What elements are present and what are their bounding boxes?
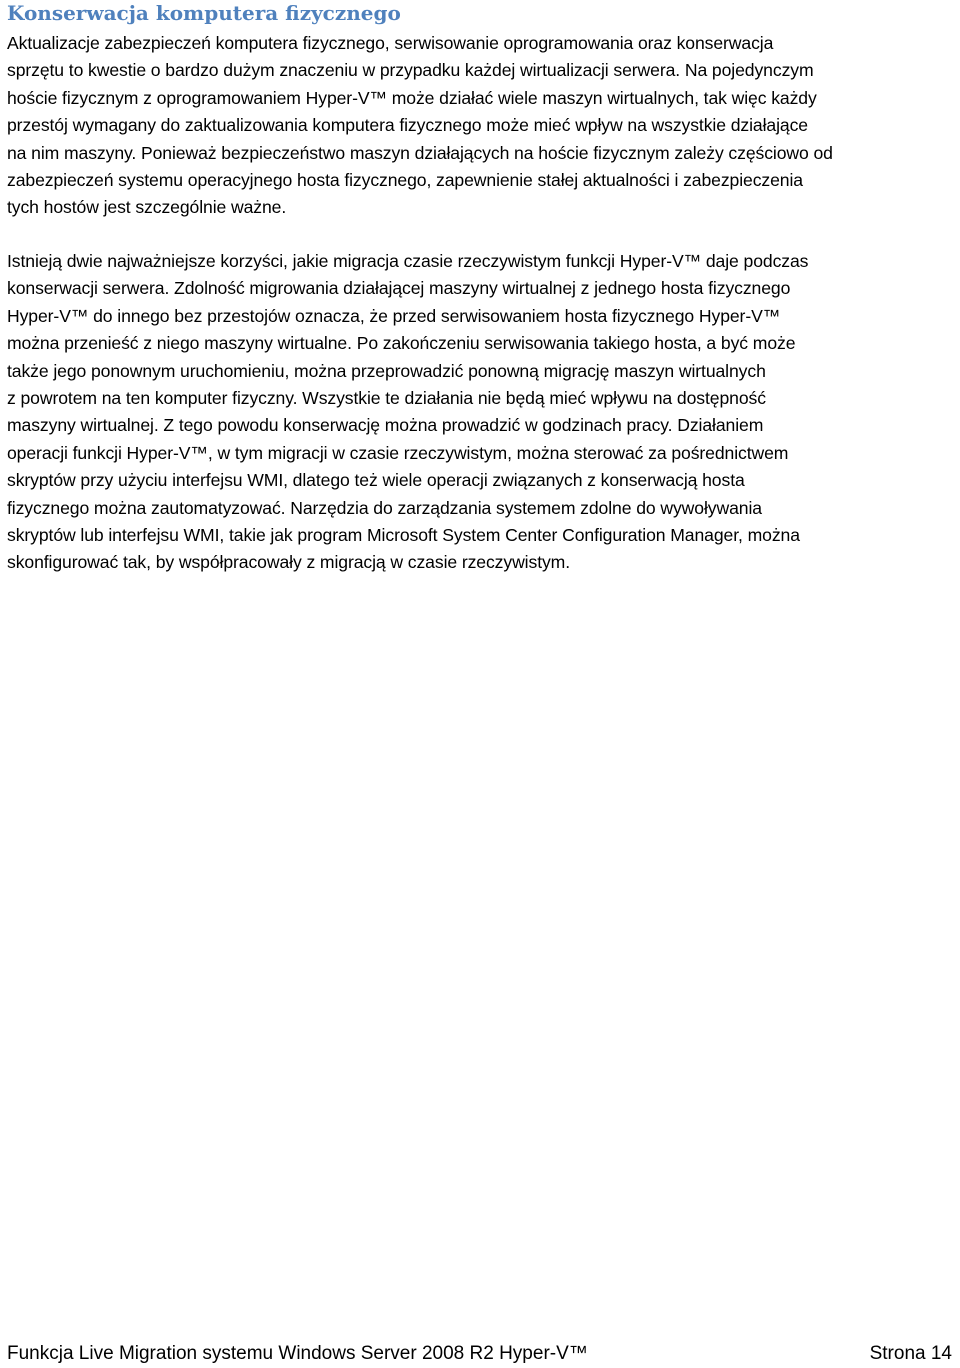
paragraph-line: tych hostów jest szczególnie ważne. bbox=[7, 197, 287, 218]
paragraph-line: można przenieść z niego maszyny wirtualne. Po zakończeniu serwisowania takiego hosta, a być może bbox=[7, 333, 796, 354]
paragraph-line: skryptów lub interfejsu WMI, takie jak program Microsoft System Center Configuration Manager, można bbox=[7, 525, 800, 546]
page-footer bbox=[7, 1340, 952, 1368]
paragraph-line: na nim maszyny. Ponieważ bezpieczeństwo maszyn działających na hoście fizycznym zależy częściowo od bbox=[7, 142, 833, 163]
paragraph-line: zabezpieczeń systemu operacyjnego hosta fizycznego, zapewnienie stałej aktualności i zabezpieczenia bbox=[7, 170, 803, 191]
paragraph-line: hoście fizycznym z oprogramowaniem Hyper-V™ może działać wiele maszyn wirtualnych, tak więc każdy bbox=[7, 87, 817, 108]
paragraph-line: skonfigurować tak, by współpracowały z migracją w czasie rzeczywistym. bbox=[7, 552, 571, 573]
paragraph-line: operacji funkcji Hyper-V™, w tym migracji w czasie rzeczywistym, można sterować za pośrednictwem bbox=[7, 442, 789, 463]
paragraph-2 bbox=[7, 248, 959, 577]
paragraph-line: z powrotem na ten komputer fizyczny. Wszystkie te działania nie będą mieć wpływu na dostępność bbox=[7, 388, 766, 409]
paragraph-1 bbox=[7, 30, 959, 222]
page-number: Strona 14 bbox=[869, 1343, 952, 1364]
paragraph-line: maszyny wirtualnej. Z tego powodu konserwację można prowadzić w godzinach pracy. Działaniem bbox=[7, 415, 764, 436]
paragraph-line: skryptów przy użyciu interfejsu WMI, dlatego też wiele operacji związanych z konserwacją hosta bbox=[7, 470, 745, 491]
paragraph-line: sprzętu to kwestie o bardzo dużym znaczeniu w przypadku każdej wirtualizacji serwera. Na pojedynczym bbox=[7, 60, 814, 81]
footer-title: Funkcja Live Migration systemu Windows Server 2008 R2 Hyper-V™ bbox=[7, 1343, 588, 1364]
paragraph-line: fizycznego można zautomatyzować. Narzędzia do zarządzania systemem zdolne do wywoływania bbox=[7, 497, 762, 518]
paragraph-line: Hyper-V™ do innego bez przestojów oznacza, że przed serwisowaniem hosta fizycznego Hyper-V™ bbox=[7, 305, 781, 326]
paragraph-line: także jego ponownym uruchomieniu, można przeprowadzić ponowną migrację maszyn wirtualnych bbox=[7, 360, 766, 381]
paragraph-line: Istnieją dwie najważniejsze korzyści, jakie migracja czasie rzeczywistym funkcji Hyper-V™ daje podczas bbox=[7, 251, 809, 271]
section-heading: Konserwacja komputera fizycznego bbox=[7, 1, 401, 25]
paragraph-line: Aktualizacje zabezpieczeń komputera fizycznego, serwisowanie oprogramowania oraz konserwacja bbox=[7, 33, 774, 53]
paragraph-line: przestój wymagany do zaktualizowania komputera fizycznego może mieć wpływ na wszystkie działające bbox=[7, 115, 808, 136]
paragraph-line: konserwacji serwera. Zdolność migrowania działającej maszyny wirtualnej z jednego hosta fizycznego bbox=[7, 278, 791, 299]
